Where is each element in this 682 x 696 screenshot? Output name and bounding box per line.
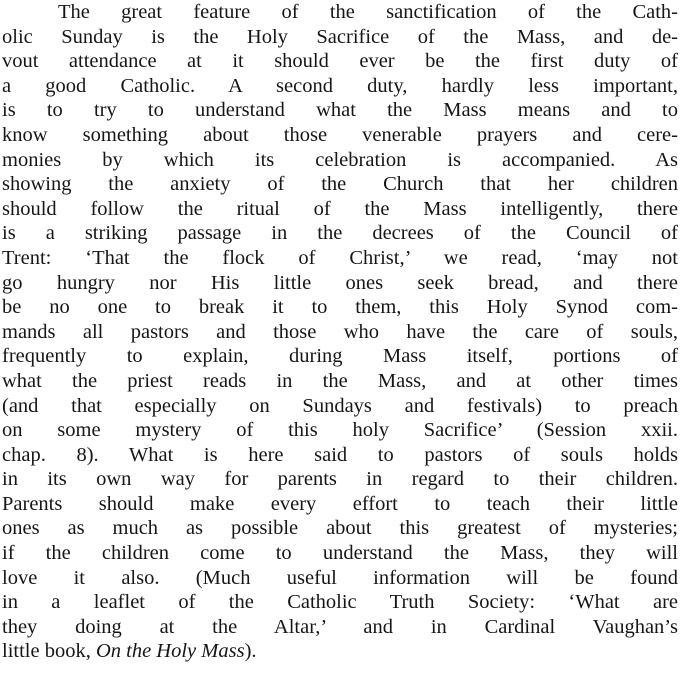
text-line: showing the anxiety of the Church that her children [2, 173, 678, 196]
text-line: frequently to explain, during Mass itself, portions of [2, 345, 678, 368]
text-line: be no one to break it to them, this Holy Synod com- [2, 296, 678, 319]
final-line-prefix: little book, [2, 640, 96, 663]
text-line: they doing at the Altar,’ and in Cardinal Vaughan’s [2, 615, 678, 638]
text-line: should follow the ritual of the Mass intelligently, there [2, 197, 678, 220]
final-text-line [2, 639, 678, 664]
text-line: know something about those venerable prayers and cere- [2, 123, 678, 146]
text-line: in its own way for parents in regard to their children. [2, 468, 678, 491]
book-title: On the Holy Mass [95, 640, 245, 663]
text-line: is to try to understand what the Mass means and to [2, 99, 678, 122]
text-line: vout attendance at it should ever be the first duty of [2, 50, 678, 73]
text-line: ones as much as possible about this greatest of mysteries; [2, 517, 678, 540]
text-line: on some mystery of this holy Sacrifice’ (Session xxii. [2, 419, 678, 442]
text-line: what the priest reads in the Mass, and at other times [2, 369, 678, 392]
text-line: Trent: ‘That the flock of Christ,’ we read, ‘may not [2, 246, 678, 269]
text-line: if the children come to understand the Mass, they will [2, 542, 678, 565]
text-line: a good Catholic. A second duty, hardly less important, [2, 74, 678, 97]
text-line: is a striking passage in the decrees of the Council of [2, 222, 678, 245]
text-line: mands all pastors and those who have the care of souls, [2, 320, 678, 343]
text-line: love it also. (Much useful information will be found [2, 566, 678, 589]
final-line-suffix: ). [244, 640, 257, 663]
text-line: olic Sunday is the Holy Sacrifice of the Mass, and de- [2, 25, 678, 48]
text-line: in a leaflet of the Catholic Truth Society: ‘What are [2, 591, 678, 614]
text-line: The great feature of the sanctification of the Cath- [58, 1, 678, 23]
text-line: (and that especially on Sundays and festivals) to preach [2, 394, 678, 417]
text-line: chap. 8). What is here said to pastors of souls holds [2, 443, 678, 466]
text-line: go hungry nor His little ones seek bread, and there [2, 271, 678, 294]
body-paragraph [2, 0, 678, 664]
text-line: monies by which its celebration is accompanied. As [2, 148, 678, 171]
text-line: Parents should make every effort to teach their little [2, 492, 678, 515]
